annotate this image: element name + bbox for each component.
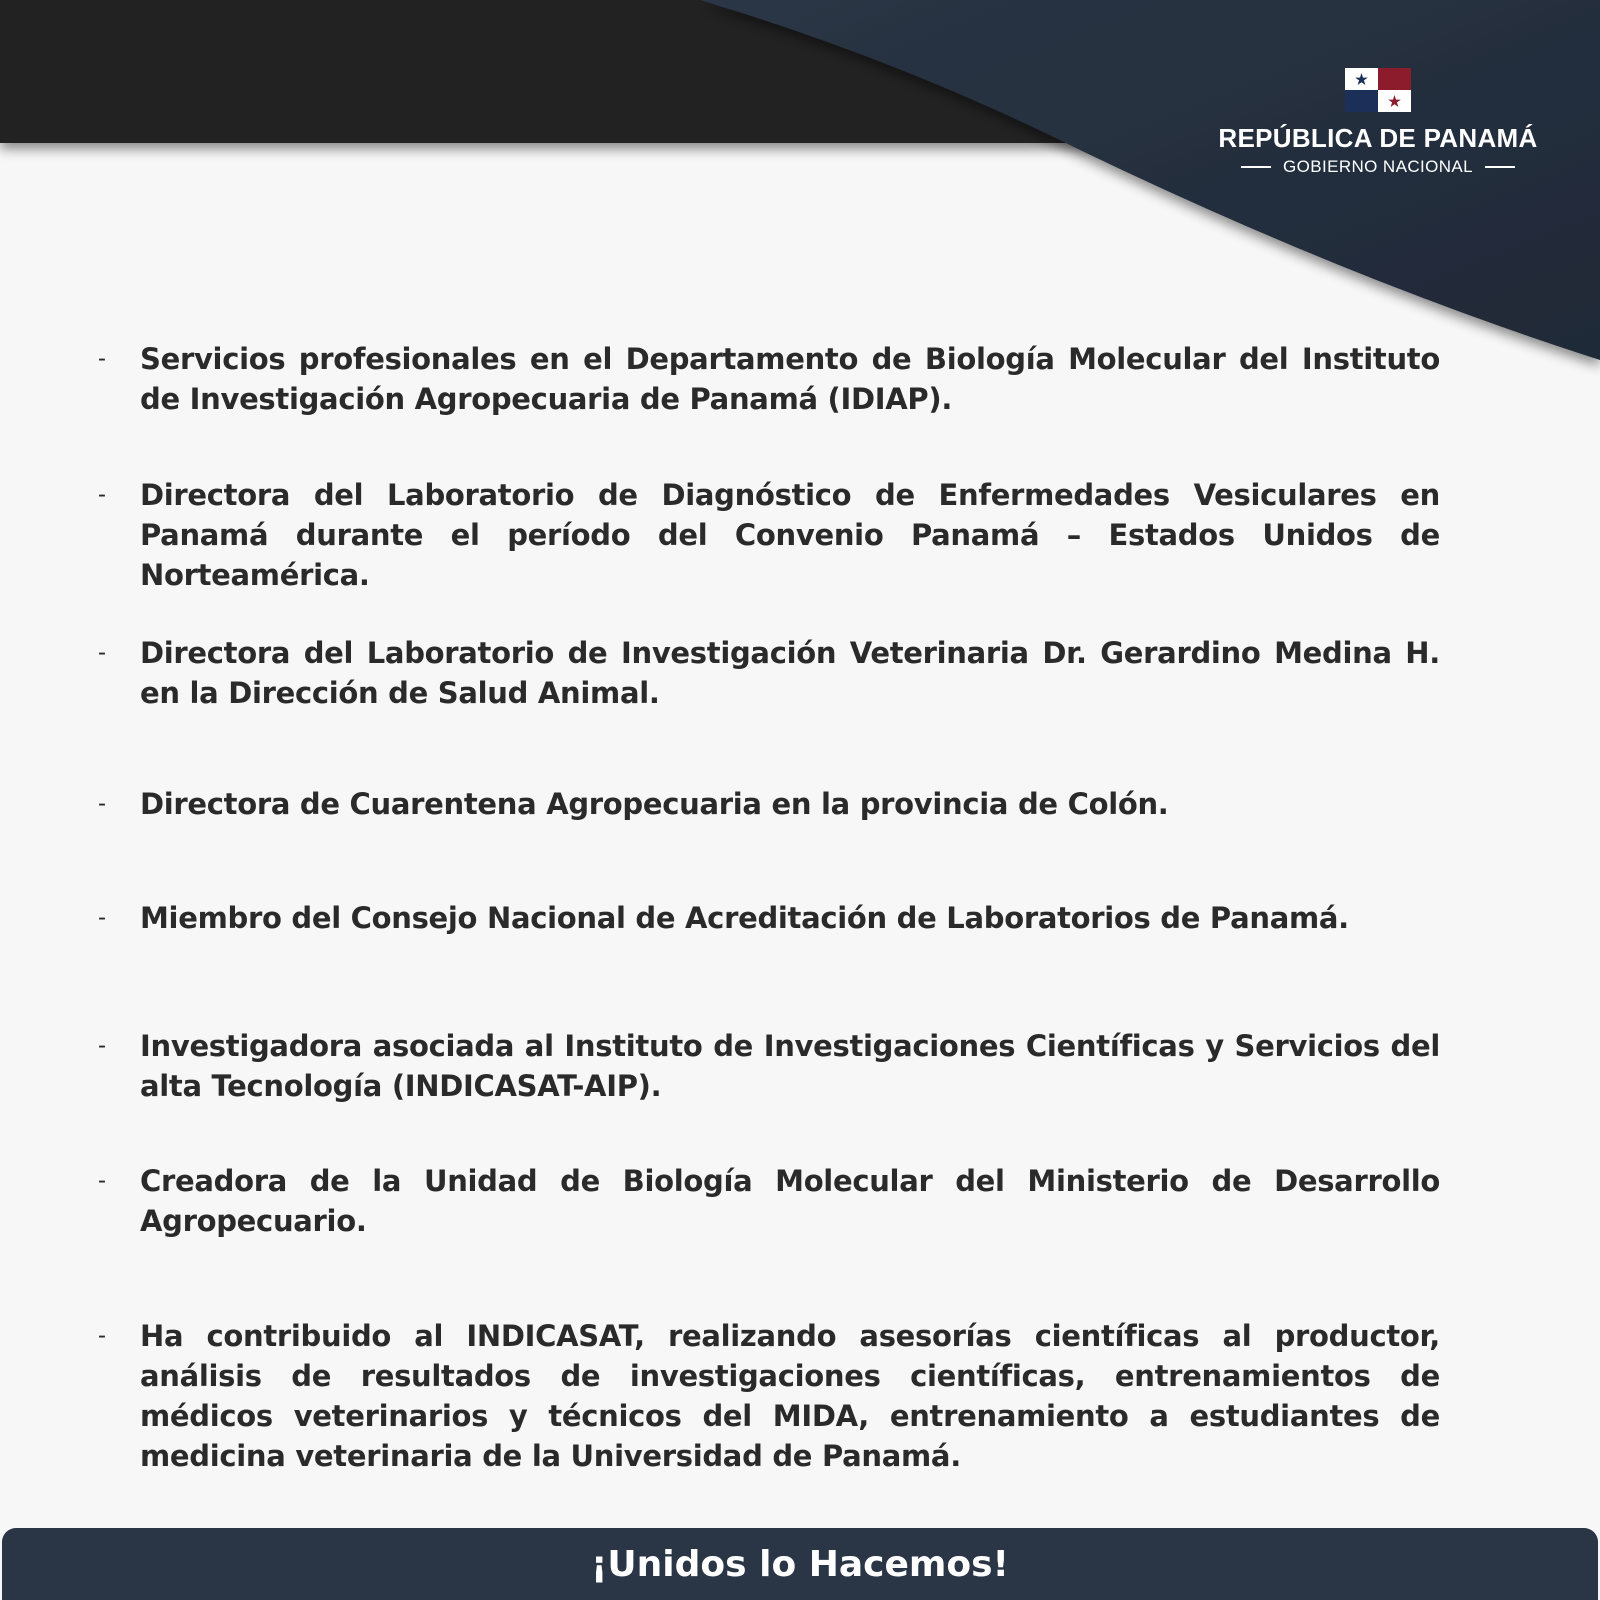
government-brand <box>1208 68 1548 178</box>
list-item <box>98 475 1440 595</box>
divider <box>1241 166 1271 168</box>
list-item-text: Servicios profesionales en el Departamento de Biología Molecular del Instituto de Investigación Agropecuaria de Panamá (IDIAP). <box>140 342 1440 416</box>
brand-subtitle-text: GOBIERNO NACIONAL <box>1282 157 1474 176</box>
list-item-text: Miembro del Consejo Nacional de Acreditación de Laboratorios de Panamá. <box>140 901 1349 935</box>
list-item <box>98 784 1440 824</box>
header-banner <box>0 0 1600 380</box>
list-item <box>98 633 1440 713</box>
panama-flag-icon <box>1345 68 1411 112</box>
footer-slogan: ¡Unidos lo Hacemos! <box>591 1543 1009 1585</box>
bullet-dash: - <box>98 481 106 508</box>
bullet-dash: - <box>98 1032 106 1059</box>
list-item-text: Ha contribuido al INDICASAT, realizando asesorías científicas al productor, análisis de resultados de investigaciones científicas, entrenamientos de médicos veterinarios y técnicos del MIDA, entrenamiento a estudiantes de medicina veterinaria de la Universidad de Panamá. <box>140 1319 1440 1473</box>
bullet-dash: - <box>98 639 106 666</box>
list-item-text: Directora de Cuarentena Agropecuaria en la provincia de Colón. <box>140 787 1169 821</box>
list-item-text: Directora del Laboratorio de Diagnóstico de Enfermedades Vesiculares en Panamá durante el período del Convenio Panamá – Estados Unidos de Norteamérica. <box>140 478 1440 592</box>
list-item-text: Creadora de la Unidad de Biología Molecular del Ministerio de Desarrollo Agropecuario. <box>140 1164 1440 1238</box>
bullet-dash: - <box>98 904 106 931</box>
bullet-dash: - <box>98 1322 106 1349</box>
list-item <box>98 1161 1440 1241</box>
list-item <box>98 1316 1440 1476</box>
list-item-text: Investigadora asociada al Instituto de Investigaciones Científicas y Servicios del alta Tecnología (INDICASAT-AIP). <box>140 1029 1440 1103</box>
list-item <box>98 339 1440 419</box>
footer-banner <box>2 1528 1598 1600</box>
divider <box>1485 166 1515 168</box>
list-item <box>98 898 1440 938</box>
brand-subtitle <box>1208 156 1548 178</box>
bullet-dash: - <box>98 345 106 372</box>
bullet-dash: - <box>98 1167 106 1194</box>
list-item-text: Directora del Laboratorio de Investigación Veterinaria Dr. Gerardino Medina H. en la Dirección de Salud Animal. <box>140 636 1440 710</box>
brand-title: REPÚBLICA DE PANAMÁ <box>1218 123 1538 153</box>
list-item <box>98 1026 1440 1106</box>
bullet-dash: - <box>98 790 106 817</box>
